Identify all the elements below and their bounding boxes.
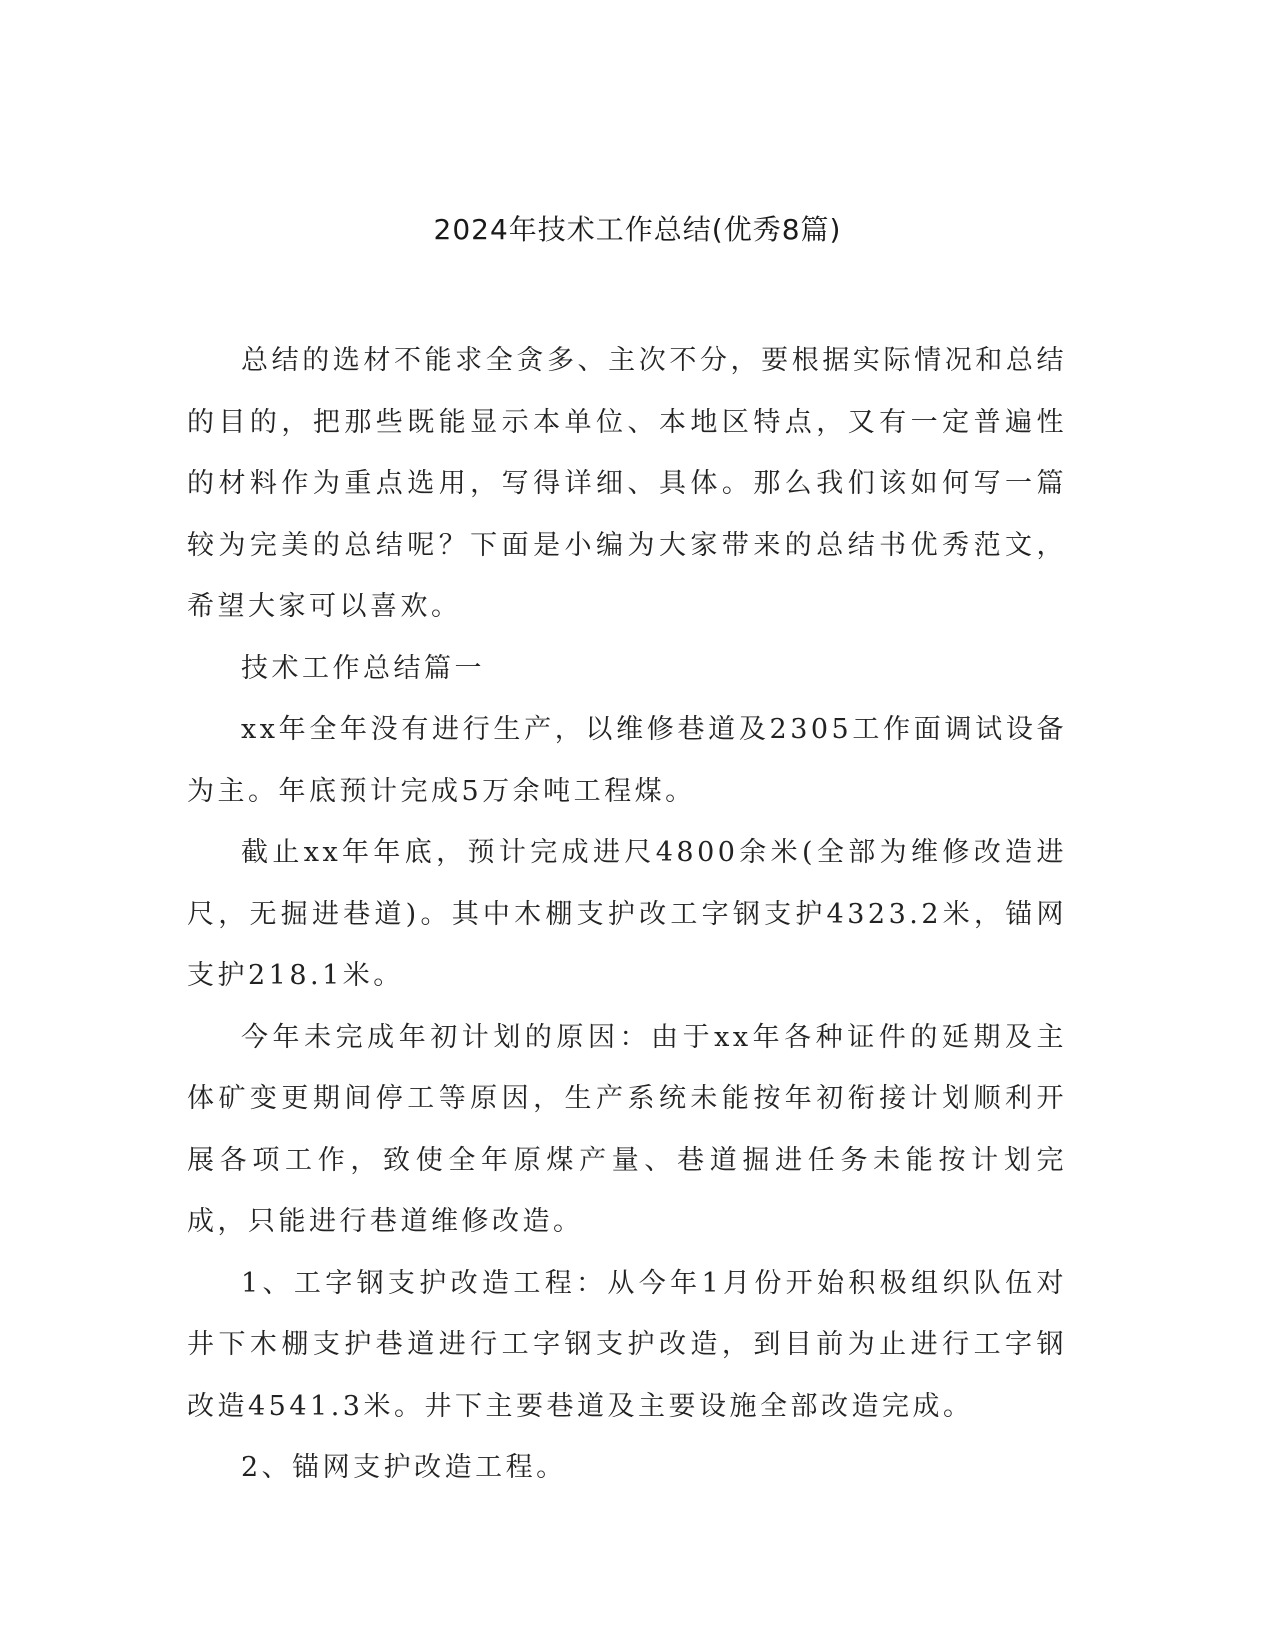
section-heading: 技术工作总结篇一 xyxy=(241,652,485,684)
body-paragraph: 今年未完成年初计划的原因：由于xx年各种证件的延期及主体矿变更期间停工等原因，生产系统未能按年初衔接计划顺利开展各项工作，致使全年原煤产量、巷道掘进任务未能按计划完成，只能进行巷道维修改造。 xyxy=(187,1021,1067,1237)
list-item-paragraph: 1、工字钢支护改造工程：从今年1月份开始积极组织队伍对井下木棚支护巷道进行工字钢支护改造，到目前为止进行工字钢改造4541.3米。井下主要巷道及主要设施全部改造完成。 xyxy=(187,1267,1067,1422)
document-title: 2024年技术工作总结(优秀8篇) xyxy=(433,213,842,246)
list-item-paragraph: 2、锚网支护改造工程。 xyxy=(241,1452,567,1483)
intro-paragraph: 总结的选材不能求全贪多、主次不分，要根据实际情况和总结的目的，把那些既能显示本单位、本地区特点，又有一定普遍性的材料作为重点选用，写得详细、具体。那么我们该如何写一篇较为完美的总结呢？下面是小编为大家带来的总结书优秀范文，希望大家可以喜欢。 xyxy=(187,345,1067,622)
body-paragraph: xx年全年没有进行生产，以维修巷道及2305工作面调试设备为主。年底预计完成5万余吨工程煤。 xyxy=(187,714,1067,807)
body-paragraph: 截止xx年年底，预计完成进尺4800余米(全部为维修改造进尺，无掘进巷道)。其中木棚支护改工字钢支护4323.2米，锚网支护218.1米。 xyxy=(187,837,1067,991)
document-body xyxy=(187,330,1067,1499)
